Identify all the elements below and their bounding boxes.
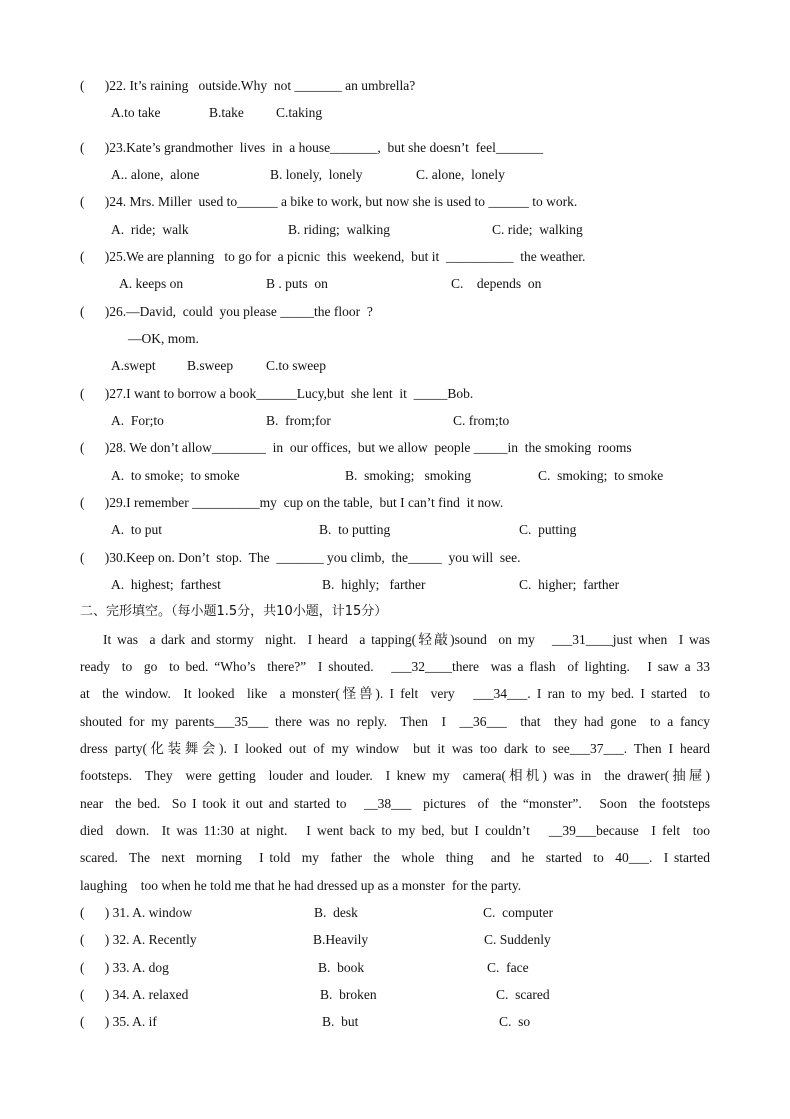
q30-option-b: B. highly; farther: [322, 577, 426, 592]
passage-line-7: near the bed. So I took it out and started to __38___ pictures of the “monster”. Soon the footsteps: [80, 796, 710, 811]
question-25: ( )25.We are planning to go for a picnic this weekend, but it __________ the weather.: [80, 249, 586, 264]
q28-option-b: B. smoking; smoking: [345, 468, 472, 483]
cloze-33-option-b: B. book: [318, 960, 365, 975]
q24-option-c: C. ride; walking: [492, 222, 583, 237]
cloze-32-option-c: C. Suddenly: [484, 932, 551, 947]
cloze-32-option-b: B.Heavily: [313, 932, 369, 947]
passage-line-5: dress party(化装舞会). I looked out of my window but it was too dark to see___37___. Then I heard: [80, 741, 710, 756]
q26-option-a: A.swept: [111, 358, 156, 373]
q30-option-a: A. highest; farthest: [111, 577, 221, 592]
q30-option-c: C. higher; farther: [519, 577, 620, 592]
question-26: ( )26.—David, could you please _____the floor ?: [80, 304, 373, 319]
passage-line-6: footsteps. They were getting louder and louder. I knew my camera(相机) was in the drawer(抽屉): [80, 768, 710, 783]
q28-option-a: A. to smoke; to smoke: [111, 468, 240, 483]
q27-option-c: C. from;to: [453, 413, 510, 428]
q22-option-a: A.to take: [111, 105, 161, 120]
q22-option-c: C.taking: [276, 105, 323, 120]
q24-option-a: A. ride; walk: [111, 222, 189, 237]
cloze-34: ( ) 34. A. relaxed: [80, 987, 189, 1002]
cloze-31: ( ) 31. A. window: [80, 905, 193, 920]
cloze-31-option-c: C. computer: [483, 905, 554, 920]
q26-option-c: C.to sweep: [266, 358, 326, 373]
passage-line-2: ready to go to bed. “Who’s there?” I shouted. ___32____there was a flash of lighting. I saw a 33: [80, 659, 710, 674]
q23-option-c: C. alone, lonely: [416, 167, 505, 182]
q26-option-b: B.sweep: [187, 358, 234, 373]
passage-line-4: shouted for my parents___35___ there was no reply. Then I __36___ that they had gone to a fancy: [80, 714, 710, 729]
q27-option-a: A. For;to: [111, 413, 164, 428]
q29-option-a: A. to put: [111, 522, 163, 537]
q23-option-a: A.. alone, alone: [111, 167, 200, 182]
question-24: ( )24. Mrs. Miller used to______ a bike to work, but now she is used to ______ to work.: [80, 194, 578, 209]
passage-line-1: It was a dark and stormy night. I heard a tapping(轻敲)sound on my ___31____just when I was: [103, 632, 710, 647]
question-23: ( )23.Kate’s grandmother lives in a house_______, but she doesn’t feel_______: [80, 140, 544, 155]
question-30: ( )30.Keep on. Don’t stop. The _______ you climb, the_____ you will see.: [80, 550, 521, 565]
section-title: 二、完形填空。（每小题1.5分，共10小题，计15分）: [80, 604, 388, 619]
cloze-31-option-b: B. desk: [314, 905, 358, 920]
cloze-35-option-c: C. so: [499, 1014, 531, 1029]
cloze-35-option-b: B. but: [322, 1014, 359, 1029]
passage-line-3: at the window. It looked like a monster(怪兽). I felt very ___34___. I ran to my bed. I started to: [80, 686, 710, 701]
q25-option-c: C. depends on: [451, 276, 542, 291]
cloze-35: ( ) 35. A. if: [80, 1014, 157, 1029]
q29-option-c: C. putting: [519, 522, 577, 537]
passage-line-10: laughing too when he told me that he had dressed up as a monster for the party.: [80, 878, 522, 893]
cloze-33: ( ) 33. A. dog: [80, 960, 169, 975]
q25-option-b: B . puts on: [266, 276, 328, 291]
q22-option-b: B.take: [209, 105, 244, 120]
q26-reply: —OK, mom.: [128, 331, 199, 346]
cloze-34-option-b: B. broken: [320, 987, 377, 1002]
question-22: ( )22. It’s raining outside.Why not _______ an umbrella?: [80, 78, 416, 93]
question-28: ( )28. We don’t allow________ in our offices, but we allow people _____in the smoking rooms: [80, 440, 632, 455]
q29-option-b: B. to putting: [319, 522, 391, 537]
cloze-34-option-c: C. scared: [496, 987, 550, 1002]
question-29: ( )29.I remember __________my cup on the table, but I can’t find it now.: [80, 495, 504, 510]
q25-option-a: A. keeps on: [119, 276, 184, 291]
question-27: ( )27.I want to borrow a book______Lucy,but she lent it _____Bob.: [80, 386, 474, 401]
cloze-33-option-c: C. face: [487, 960, 529, 975]
passage-line-9: scared. The next morning I told my father the whole thing and he started to 40___. I started: [80, 850, 710, 865]
q24-option-b: B. riding; walking: [288, 222, 390, 237]
cloze-32: ( ) 32. A. Recently: [80, 932, 197, 947]
q27-option-b: B. from;for: [266, 413, 331, 428]
q28-option-c: C. smoking; to smoke: [538, 468, 664, 483]
q23-option-b: B. lonely, lonely: [270, 167, 363, 182]
passage-line-8: died down. It was 11:30 at night. I went back to my bed, but I couldn’t __39___because I felt too: [80, 823, 710, 838]
